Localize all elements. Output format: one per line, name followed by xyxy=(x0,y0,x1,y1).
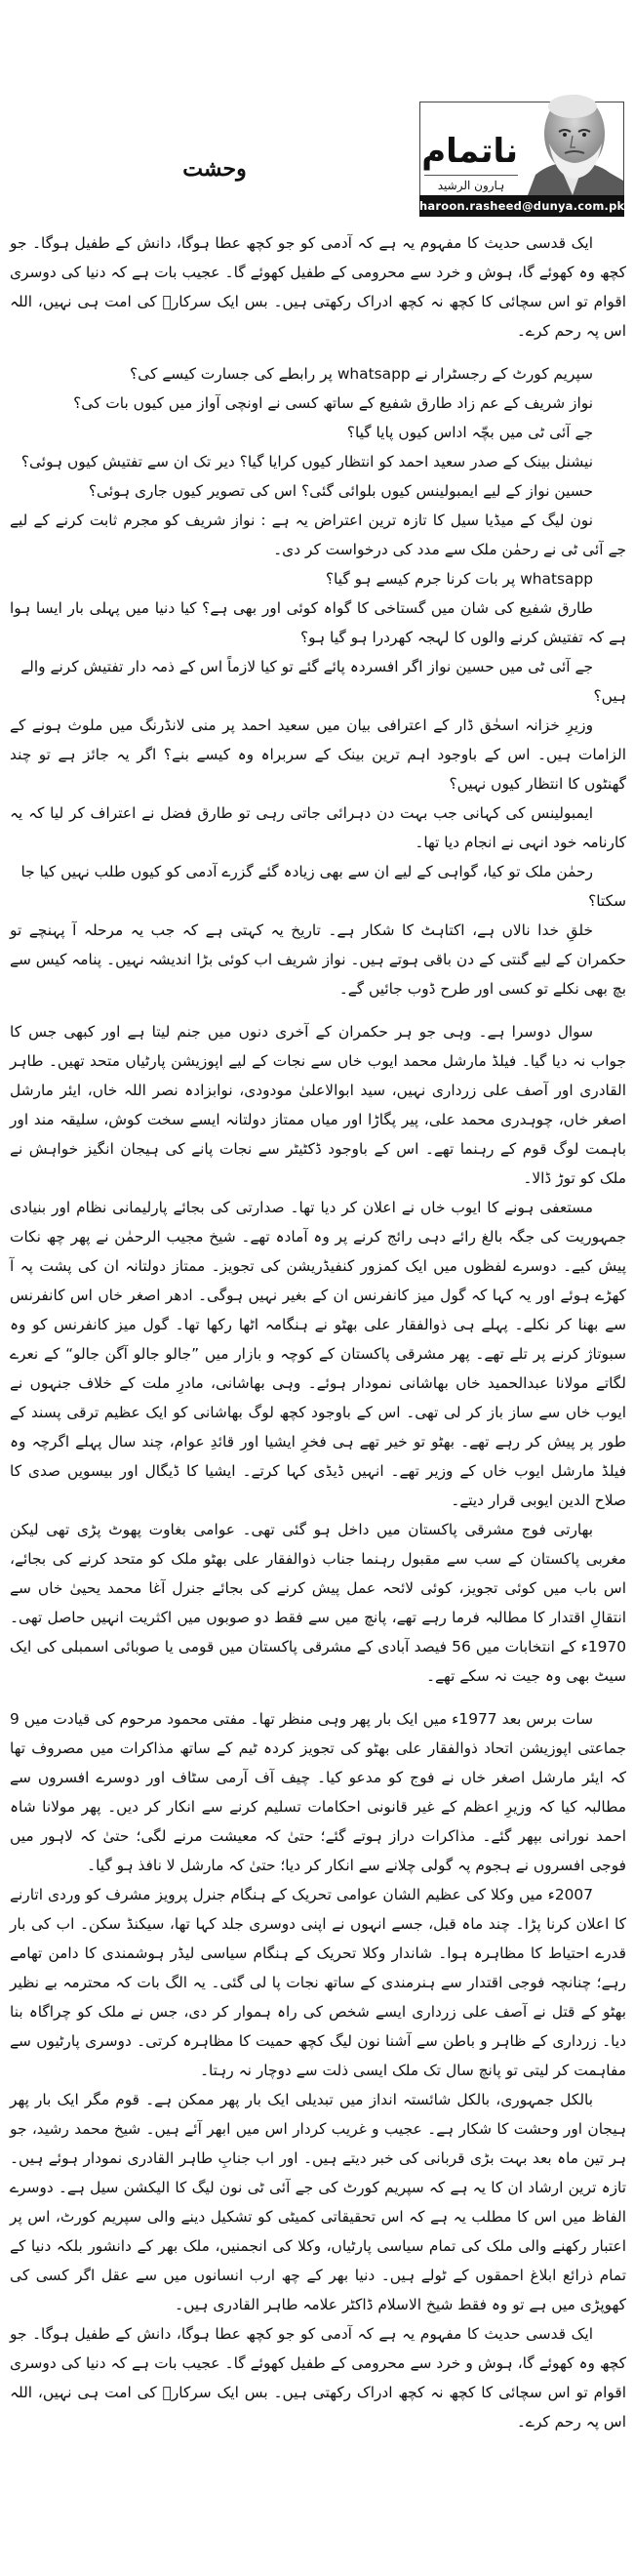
column-header xyxy=(419,102,624,195)
article-title: وحشت xyxy=(182,156,247,182)
paragraph: سوال دوسرا ہے۔ وہی جو ہر حکمران کے آخری دنوں میں جنم لیتا ہے اور کبھی جس کا جواب نہ دیا گیا۔ فیلڈ مارشل محمد ایوب خاں سے نجات کے لیے اپوزیشن پارٹیاں متحد تھیں۔ طاہر القادری اور آصف علی زرداری نہیں، سید ابوالاعلیٰ مودودی، نوابزادہ نصر اللہ خاں، ایئر مارشل اصغر خاں، چوہدری محمد علی، پیر پگاڑا اور میاں ممتاز دولتانہ ایسے سخت کوش، سلیقہ مند اور باہمت لوگ قوم کے رہنما تھے۔ اس کے باوجود ڈکٹیٹر سے نجات پانے کی ہیجان انگیز خواہش نے ملک کو توڑ ڈالا۔ xyxy=(10,1023,626,1187)
paragraph: ایک قدسی حدیث کا مفہوم یہ ہے کہ آدمی کو جو کچھ عطا ہوگا، دانش کے طفیل ہوگا۔ جو کچھ وہ کھوئے گا، ہوش و خرد سے محرومی کے طفیل کھوئے گا۔ عجیب بات ہے کہ دنیا کی دوسری اقوام تو اس سچائی کا کچھ نہ کچھ ادراک رکھتی ہیں۔ بس ایک سرکارؐ کی امت ہی نہیں، اللہ اس پہ رحم کرے۔ xyxy=(10,234,626,340)
paragraph: رحمٰن ملک تو کیا، گواہی کے لیے ان سے بھی زیادہ گئے گزرے آدمی کو کیوں طلب نہیں کیا جا سکتا؟ xyxy=(20,863,626,910)
author-name: ہارون الرشید xyxy=(437,179,505,192)
author-photo xyxy=(522,93,623,195)
author-email[interactable]: haroon.rasheed@dunya.com.pk xyxy=(419,195,624,217)
paragraph: جے آئی ٹی میں حسین نواز اگر افسردہ پائے گئے تو کیا لازماً اس کے ذمہ دار تفتیش کرنے والے ہیں؟ xyxy=(20,658,626,705)
paragraph: بھارتی فوج مشرقی پاکستان میں داخل ہو گئی تھی۔ عوامی بغاوت پھوٹ پڑی تھی لیکن مغربی پاکستان کے سب سے مقبول رہنما جناب ذوالفقار علی بھٹو ملک کو متحد کرنے کی بجائے، اس باب میں کوئی تجویز، کوئی لائحہ عمل پیش کرنے کی بجائے جنرل آغا محمد یحییٰ خاں سے انتقالِ اقتدار کا مطالبہ فرما رہے تھے، پانچ میں سے فقط دو صوبوں میں اکثریت انہیں حاصل تھی۔ 1970ء کے انتخابات میں 56 فیصد آبادی کے مشرقی پاکستان میں قومی یا صوبائی اسمبلی کی ایک سیٹ بھی وہ جیت نہ سکے تھے۔ xyxy=(10,1521,626,1685)
paragraph: بالکل جمہوری، بالکل شائستہ انداز میں تبدیلی ایک بار پھر ممکن ہے۔ قوم مگر ایک بار پھر ہیجان اور وحشت کا شکار ہے۔ عجیب و غریب کردار اس میں ابھر آئے ہیں۔ شیخ محمد رشید، جو ہر تین ماہ بعد بہت بڑی قربانی کی خبر دیتے ہیں۔ اور اب جنابِ طاہر القادری نمودار ہوئے ہیں۔ تازہ ترین ارشاد ان کا یہ ہے کہ سپریم کورٹ کی جے آئی ٹی نون لیگ کا الیکشن سیل ہے۔ دوسرے الفاظ میں اس کا مطلب یہ ہے کہ اس تحقیقاتی کمیٹی کو تشکیل دینے والی سپریم کورٹ، اس پر اعتبار رکھنے والی ملک کی تمام سیاسی پارٹیاں، وکلا کی انجمنیں، ملک بھر کے دانشور بلکہ دنیا کے تمام ذرائع ابلاغ احمقوں کے ٹولے ہیں۔ دنیا بھر کے چھ ارب انسانوں میں سے عقل اگر کسی کی کھوپڑی میں ہے تو وہ فقط شیخ الاسلام ڈاکٹر علامہ طاہر القادری ہیں۔ xyxy=(10,2091,626,2313)
paragraph: طارق شفیع کی شان میں گستاخی کا گواہ کوئی اور بھی ہے؟ کیا دنیا میں پہلی بار ایسا ہوا ہے کہ تفتیش کرنے والوں کا لہجہ کھردرا ہو گیا ہو؟ xyxy=(10,599,626,646)
paragraph: ایک قدسی حدیث کا مفہوم یہ ہے کہ آدمی کو جو کچھ عطا ہوگا، دانش کے طفیل ہوگا۔ جو کچھ وہ کھوئے گا، ہوش و خرد سے محرومی کے طفیل کھوئے گا۔ عجیب بات ہے کہ دنیا کی دوسری اقوام تو اس سچائی کا کچھ نہ کچھ ادراک رکھتی ہیں۔ بس ایک سرکارؐ کی امت ہی نہیں، اللہ اس پہ رحم کرے۔ xyxy=(10,2325,626,2431)
paragraph: ایمبولینس کی کہانی جب بہت دن دہرائی جاتی رہی تو طارق فضل نے اعتراف کر لیا کہ یہ کارنامہ خود انہی نے انجام دیا تھا۔ xyxy=(10,804,626,851)
paragraph: حسین نواز کے لیے ایمبولینس کیوں بلوائی گئی؟ اس کی تصویر کیوں جاری ہوئی؟ xyxy=(88,482,593,500)
article-body xyxy=(10,228,626,2436)
paragraph: سپریم کورٹ کے رجسٹرار نے whatsapp پر رابطے کی جسارت کیسے کی؟ xyxy=(129,365,593,383)
paragraph: خلقِ خدا نالاں ہے، اکتاہٹ کا شکار ہے۔ تاریخ یہ کہتی ہے کہ جب یہ مرحلہ آ پہنچے تو حکمران کے لیے گنتی کے دن باقی ہوتے ہیں۔ نواز شریف اب کوئی بڑا اندیشہ نہیں۔ پنامہ کیس سے بچ بھی نکلے تو کسی اور طرح ڈوب جائیں گے۔ xyxy=(10,921,626,998)
column-name: ناتمام xyxy=(421,132,518,171)
paragraph: سات برس بعد 1977ء میں ایک بار پھر وہی منظر تھا۔ مفتی محمود مرحوم کی قیادت میں 9 جماعتی اپوزیشن اتحاد ذوالفقار علی بھٹو کی تجویز کردہ ٹیم کے ساتھ مذاکرات میں مصروف تھا کہ ایئر مارشل اصغر خاں نے فوج کو مدعو کیا۔ چیف آف آرمی سٹاف اور دوسرے افسروں سے مطالبہ کیا کہ وزیرِ اعظم کے غیر قانونی احکامات تسلیم کرنے سے انکار کر دیں۔ پھر مولانا شاہ احمد نورانی بپھر گئے۔ مذاکرات دراز ہوتے گئے؛ حتیٰ کہ معیشت مرنے لگی؛ حتیٰ کہ لاہور میں فوجی افسروں نے ہجوم پہ گولی چلانے سے انکار کر دیا؛ حتیٰ کہ مارشل لا نافذ ہو گیا۔ xyxy=(10,1710,626,1874)
paragraph: مستعفی ہونے کا ایوب خاں نے اعلان کر دیا تھا۔ صدارتی کی بجائے پارلیمانی نظام اور بنیادی جمہوریت کی جگہ بالغ رائے دہی رائج کرنے پر وہ آمادہ تھے۔ شیخ مجیب الرحمٰن نے پھر چھ نکات پیش کیے۔ دوسرے لفظوں میں ایک کمزور کنفیڈریشن کی تجویز۔ ممتاز دولتانہ ان کی پشت پہ آ کھڑے ہوئے اور یہ کہا کہ گول میز کانفرنس ان کے بغیر نہیں ہوگی۔ ادھر اصغر خاں اس کانفرنس سے بھنا کر نکلے۔ پہلے ہی ذوالفقار علی بھٹو نے ہنگامہ اٹھا رکھا تھا۔ گول میز کانفرنس کو وہ سبوتاژ کرنے پر تلے تھے۔ پھر مشرقی پاکستان کے کوچہ و بازار میں ”جالو جالو آگن جالو“ کے نعرے لگاتے مولانا عبدالحمید خاں بھاشانی نمودار ہوئے۔ وہی بھاشانی، مادرِ ملت کے خلاف جنہوں نے ایوب خاں سے ساز باز کر لی تھی۔ اس کے باوجود کچھ لوگ بھاشانی کو ایک عظیم ترقی پسند کے طور پر پیش کر رہے تھے۔ بھٹو تو خیر تھے ہی فخرِ ایشیا اور قائدِ عوام، چند سال پہلے اگرچہ وہ فیلڈ مارشل ایوب خاں کے وزیر تھے۔ انہیں ڈیڈی کہا کرتے۔ ایشیا کا ڈیگال اور بیسویں صدی کا صلاح الدین ایوبی قرار دیتے۔ xyxy=(10,1199,626,1509)
paragraph: جے آئی ٹی میں بچّہ اداس کیوں پایا گیا؟ xyxy=(346,424,593,441)
divider xyxy=(424,175,518,176)
paragraph: وزیرِ خزانہ اسحٰق ڈار کے اعترافی بیان میں سعید احمد پر منی لانڈرنگ میں ملوث ہونے کے الزامات ہیں۔ اس کے باوجود اہم ترین بینک کے سربراہ وہ کیسے بنے؟ اگر یہ جائز ہے تو چند گھنٹوں کا انتظار کیوں نہیں؟ xyxy=(10,716,626,793)
paragraph: نون لیگ کے میڈیا سیل کا تازہ ترین اعتراض یہ ہے : نواز شریف کو مجرم ثابت کرنے کے لیے جے آئی ٹی نے رحمٰن ملک سے مدد کی درخواست کر دی۔ xyxy=(10,511,626,558)
paragraph: whatsapp پر بات کرنا جرم کیسے ہو گیا؟ xyxy=(325,570,593,588)
paragraph: 2007ء میں وکلا کی عظیم الشان عوامی تحریک کے ہنگام جنرل پرویز مشرف کو وردی اتارنے کا اعلان کرنا پڑا۔ چند ماہ قبل، جسے انہوں نے اپنی دوسری جلد کہا تھا، سیکنڈ سکن۔ اب کی بار قدرے احتیاط کا مظاہرہ ہوا۔ شاندار وکلا تحریک کے ہنگام سیاسی لیڈر ہوشمندی کا دامن تھامے رہے؛ چنانچہ فوجی اقتدار سے ہنرمندی کے ساتھ نجات پا لی گئی۔ یہ الگ بات کہ محترمہ بے نظیر بھٹو کے قتل نے آصف علی زرداری ایسے شخص کی راہ ہموار کر دی، جس نے ملک کو چراگاہ بنا دیا۔ زرداری کے ظاہر و باطن سے آشنا نون لیگ کچھ حمیت کا مظاہرہ کرتی۔ دوسری پارٹیوں سے مفاہمت کر لیتی تو پانچ سال تک ملک ایسی ذلت سے دوچار نہ رہتا۔ xyxy=(10,1886,626,2079)
paragraph: نواز شریف کے عم زاد طارق شفیع کے ساتھ کسی نے اونچی آواز میں کیوں بات کی؟ xyxy=(73,394,593,412)
paragraph: نیشنل بینک کے صدر سعید احمد کو انتظار کیوں کرایا گیا؟ دیر تک ان سے تفتیش کیوں ہوئی؟ xyxy=(20,453,593,470)
